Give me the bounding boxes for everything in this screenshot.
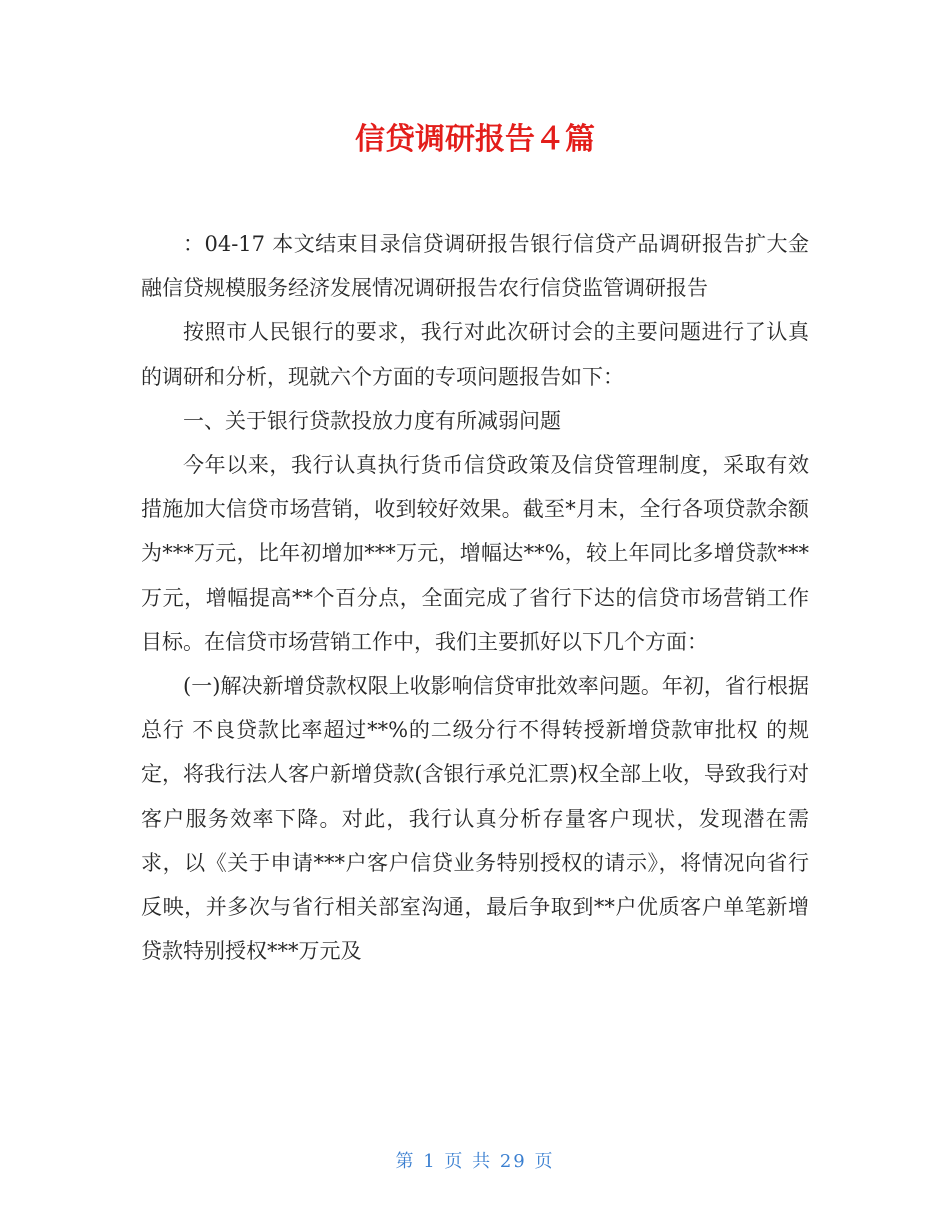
document-body xyxy=(141,222,809,973)
paragraph-preface: 按照市人民银行的要求，我行对此次研讨会的主要问题进行了认真的调研和分析，现就六个方面的专项问题报告如下： xyxy=(141,320,809,389)
page-number-footer: 第 1 页 共 29 页 xyxy=(395,1151,555,1172)
paragraph-intro: ：04-17 本文结束目录信贷调研报告银行信贷产品调研报告扩大金融信贷规模服务经济发展情况调研报告农行信贷监管调研报告 xyxy=(141,232,809,301)
document-title: 信贷调研报告４篇 xyxy=(355,122,595,157)
paragraph-section-1: 今年以来，我行认真执行货币信贷政策及信贷管理制度，采取有效措施加大信贷市场营销，收到较好效果。截至*月末，全行各项贷款余额为***万元，比年初增加***万元，增幅达**%，较上年同比多增贷款***万元，增幅提高**个百分点，全面完成了省行下达的信贷市场营销工作目标。在信贷市场营销工作中，我们主要抓好以下几个方面： xyxy=(141,453,809,654)
section-heading-1: 一、关于银行贷款投放力度有所减弱问题 xyxy=(183,408,561,433)
paragraph-subsection-1: (一)解决新增贷款权限上收影响信贷审批效率问题。年初，省行根据总行 不良贷款比率超过**%的二级分行不得转授新增贷款审批权 的规定，将我行法人客户新增贷款(含银行承兑汇票)权全部上收，导致我行对客户服务效率下降。对此，我行认真分析存量客户现状，发现潜在需求，以《关于申请***户客户信贷业务特别授权的请示》，将情况向省行反映，并多次与省行相关部室沟通，最后争取到**户优质客户单笔新增贷款特别授权***万元及 xyxy=(141,674,809,964)
